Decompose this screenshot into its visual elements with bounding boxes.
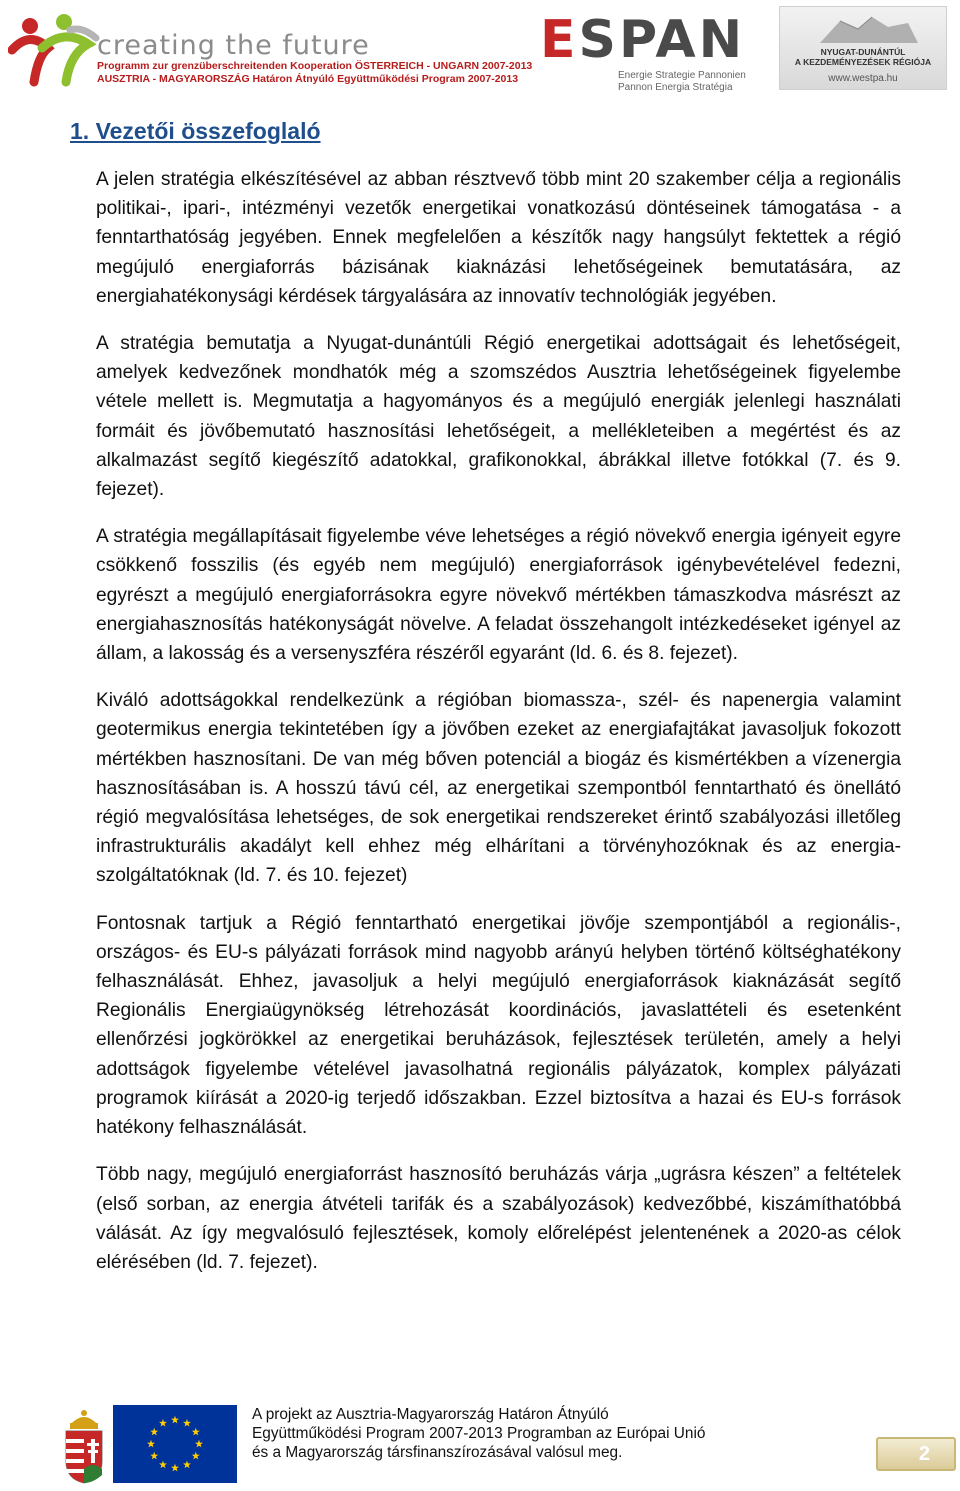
footer-line: és a Magyarország társfinanszírozásával valósul meg. [252,1444,623,1461]
region-map-icon [780,9,947,49]
eu-flag-icon [113,1405,237,1483]
espan-logo [540,10,746,93]
footer-line: A projekt az Ausztria-Magyarország Határon Átnyúló [252,1406,609,1423]
paragraph: A jelen stratégia elkészítésével az abban résztvevő több mint 20 szakember célja a regionális politikai-, ipari-, intézményi vezetők energetikai vonatkozású döntéseinek támogatása - a fenntarthatóság jegyében. Ennek megfelelően a készítők nagy hangsúlyt fektettek a régió megújuló energiaforrás bázisának kiaknázási lehetőségeinek bemutatására, az energiahatékonysági kérdések tárgyalására az innovatív technológiák jegyében. [96,169,901,307]
summary-body [96,165,901,1295]
espan-tagline-hu: Pannon Energia Stratégia [618,82,733,93]
logo-subtitle-hu: AUSZTRIA - MAGYARORSZÁG Határon Átnyúló Együttműködési Program 2007-2013 [97,73,519,85]
region-name: NYUGAT-DUNÁNTÚL [820,47,906,57]
region-slogan: A KEZDEMÉNYEZÉSEK RÉGIÓJA [794,57,932,67]
paragraph: A stratégia bemutatja a Nyugat-dunántúli Régió energetikai adottságait és lehetőségeit, amelyek kedvezőnek mondhatók még a szomszédos Ausztria lehetőségeinek figyelembe vétele mellett is. Megmutatja a hagyományos és a megújuló energiák jelenlegi használati formáit és jövőbemutató hasznosítási lehetőségeit, a mellékleteiben a megértést és az alkalmazást segítő kiegészítő adatokkal, grafikonokkal, ábrákkal illetve fotókkal (7. és 9. fejezet). [96,333,901,501]
footer-funding-note [252,1405,705,1462]
paragraph: Fontosnak tartjuk a Régió fenntartható energetikai jövője szempontjából a regionális-, országos- és EU-s pályázati források mind nagyobb arányú helyben történő költséghatékony felhasználását. Ehhez, javasoljuk a helyi megújuló energiaforrások kiaknázását segítő Regionális Energiaügynökség létrehozását koordinációs, javaslattételi és esetenként ellenőrzési jogkörökkel az energetikai beruházások, fejlesztések területén, amely a helyi adottságok figyelembe vételével javasolhatná regionális pályázatok, komplex pályázati programok kiírását a 2020-ig terjedő időszakban. Ezzel biztosítva a hazai és EU-s források hatékony felhasználását. [96,912,901,1139]
footer-line: Együttműködési Program 2007-2013 Programban az Európai Unió [252,1425,706,1442]
hungarian-coat-of-arms-icon [60,1405,108,1485]
section-heading: 1. Vezetői összefoglaló [70,118,321,144]
region-logo [779,6,947,90]
page-number: 2 [876,1437,956,1471]
region-url: www.westpa.hu [828,73,898,84]
espan-tagline-de: Energie Strategie Pannonien [618,70,746,81]
paragraph: Kiváló adottságokkal rendelkezünk a régióban biomassza-, szél- és napenergia valamint geotermikus energia tekintetében így a jövőben ezeket az energiafajtákat javasoljuk fokozott mértékben hasznosítani. De van még bőven potenciál a biogáz és kismértékben a vízenergia hasznosításában is. A hosszú távú cél, az energetikai szempontból fenntartható és önellátó régió megvalósítása lehetséges, de sok energetikai rendszereket érintő szabályozási illetőleg infrastrukturális akadályt kell ehhez még elhárítani a törvényhozóknak és az energia-szolgáltatóknak (ld. 7. és 10. fejezet) [96,690,901,887]
logo-subtitle-at: Programm zur grenzüberschreitenden Kooperation ÖSTERREICH - UNGARN 2007-2013 [97,60,533,72]
espan-wordmark: ESPAN [540,10,746,70]
logo-title: creating the future [97,30,370,61]
page-header [0,0,960,100]
paragraph: Több nagy, megújuló energiaforrást hasznosító beruházás várja „ugrásra készen” a feltételek (első sorban, az energia átvételi tarifák és a szabályozások) kedvezőbbé, kiszámíthatóbbá válását. Az így megvalósuló fejlesztések, komoly előrelépést jelentenének a 2020-as célok elérésében (ld. 7. fejezet). [96,1164,901,1273]
paragraph: A stratégia megállapításait figyelembe véve lehetséges a régió növekvő energia igényeit egyre csökkenő fosszilis (és egyéb nem megújuló) energiaforrások igénybevételével fedezni, egyrészt a megújuló energiaforrásokra egyre növekvő mértékben támaszkodva másrészt az energiahasznosítás hatékonyságát növelve. A feladat összehangolt intézkedéseket igényel az állam, a lakosság és a versenyszféra részéről egyaránt (ld. 6. és 8. fejezet). [96,526,901,665]
creating-the-future-logo-icon [8,8,108,88]
